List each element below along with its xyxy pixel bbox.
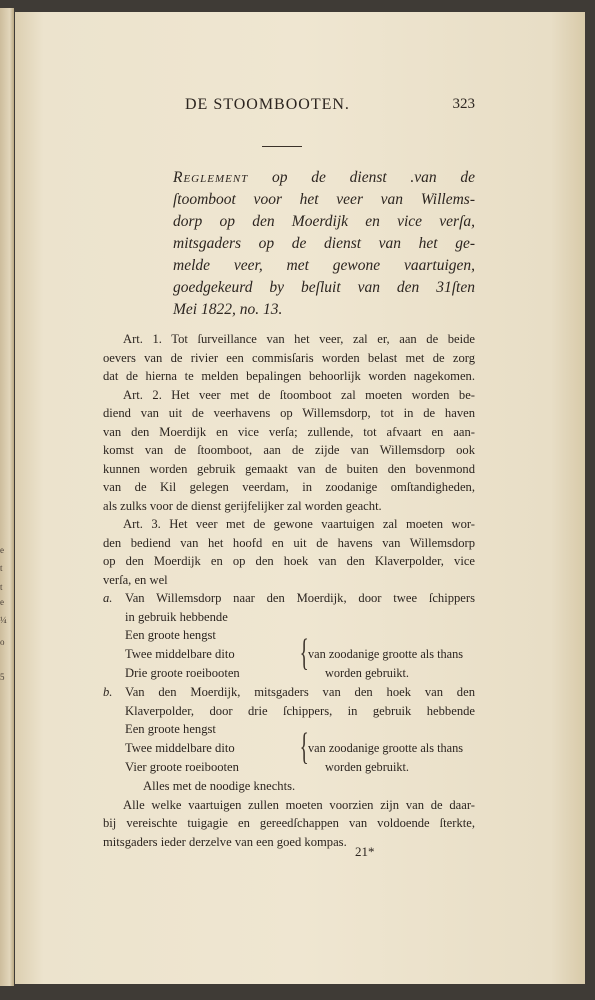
text-line: Art. 2. Het veer met de ſtoomboot zal moeten worden be- xyxy=(123,387,475,402)
heading-line: Reglement op de dienst .van de xyxy=(173,169,475,186)
text-line: in gebruik hebbende xyxy=(125,609,228,624)
margin-char: t xyxy=(0,582,3,592)
boat-entry: Twee middelbare dito xyxy=(125,647,235,661)
text-line: mitsgaders ieder derzelve van een goed kompas. xyxy=(103,834,347,849)
list-item-a xyxy=(103,589,475,683)
boat-entry: Twee middelbare dito xyxy=(125,741,235,755)
heading-line: mitsgaders op de dienst van het ge- xyxy=(173,235,475,252)
article-1 xyxy=(103,330,475,386)
heading-first-word: Reglement xyxy=(173,169,249,186)
text-line: Alles met de noodige knechts. xyxy=(143,779,296,793)
book-page xyxy=(15,12,585,984)
previous-page-edge xyxy=(0,8,14,986)
size-note: van zoodanige grootte als thans xyxy=(308,741,464,755)
text-line: kunnen worden gebruik gemaakt van de buiten den bovenmond xyxy=(103,461,475,476)
boat-list xyxy=(125,626,475,683)
heading-line: Mei 1822, no. 13. xyxy=(173,301,283,318)
margin-char: e xyxy=(0,545,4,555)
item-marker: b. xyxy=(103,685,113,699)
article-3 xyxy=(103,515,475,589)
text-line: van de Kil gelegen veerdam, in zoodanige omſtandigheden, xyxy=(103,480,475,494)
boat-list xyxy=(125,720,475,777)
heading-line: goedgekeurd by beſluit van den 31ſten xyxy=(173,279,475,296)
brace: { xyxy=(299,726,309,768)
heading-line: ſtoomboot voor het veer van Willems- xyxy=(173,191,475,208)
boat-entry: Drie groote roeibooten xyxy=(125,666,240,680)
boat-entry: Een groote hengst xyxy=(125,628,216,642)
text-line: Art. 3. Het veer met de gewone vaartuigen zal moeten wor- xyxy=(123,517,475,531)
running-header xyxy=(185,96,475,120)
running-title: DE STOOMBOOTEN. xyxy=(185,96,350,113)
knechts-line xyxy=(103,777,475,796)
text-line: Art. 1. Tot ſurveillance van het veer, zal er, aan de beide xyxy=(123,332,475,346)
text-line: verſa, en wel xyxy=(103,572,168,587)
section-heading xyxy=(173,167,475,321)
margin-char: e xyxy=(0,597,4,607)
boat-entry: Vier groote roeibooten xyxy=(125,760,239,774)
text-line: van den Moerdijk en vice verſa; zullende, tot afvaart en aan- xyxy=(103,424,475,439)
size-note: worden gebruikt. xyxy=(325,666,410,680)
margin-char: ¼ xyxy=(0,615,7,625)
article-body xyxy=(103,330,475,851)
separator-rule xyxy=(262,146,302,147)
text-line: den bediend van het hoofd en uit de havens van Willemsdorp xyxy=(103,535,475,550)
size-note: van zoodanige grootte als thans xyxy=(308,647,464,661)
list-item-b xyxy=(103,683,475,777)
margin-char: o xyxy=(0,637,5,647)
text-line: oevers van de rivier een commisſaris worden belast met de zorg xyxy=(103,350,475,365)
heading-line: dorp op den Moerdijk en vice verſa, xyxy=(173,213,475,230)
text-line: Klaverpolder, door drie ſchippers, in gebruik hebbende xyxy=(125,703,475,718)
margin-char: t xyxy=(0,563,3,573)
closing-paragraph xyxy=(103,796,475,852)
brace: { xyxy=(299,632,309,674)
item-marker: a. xyxy=(103,591,113,605)
text-line: Van Willemsdorp naar den Moerdijk, door twee ſchippers xyxy=(125,591,475,605)
text-line: dat de hierna te melden bepalingen behoorlijk worden nagekomen. xyxy=(103,369,475,383)
heading-line: melde veer, met gewone vaartuigen, xyxy=(173,257,475,274)
size-note: worden gebruikt. xyxy=(325,760,410,774)
signature-mark: 21* xyxy=(355,844,375,859)
boat-entry: Een groote hengst xyxy=(125,722,216,736)
text-line: komst van de ſtoomboot, aan de zijde van Willemsdorp ook xyxy=(103,443,475,457)
text-line: op den Moerdijk en op den hoek van den Klaverpolder, vice xyxy=(103,554,475,568)
text-line: als zulks voor de dienst gerijfelijker zal worden geacht. xyxy=(103,498,382,513)
text-line: Alle welke vaartuigen zullen moeten voorzien zijn van de daar- xyxy=(123,797,475,812)
text-line: bij vereischte tuigagie en gereedſchappen van voldoende ſterkte, xyxy=(103,816,475,830)
article-2 xyxy=(103,386,475,516)
text-line: diend van uit de veerhavens op Willemsdorp, tot in de haven xyxy=(103,406,475,420)
margin-char: 5 xyxy=(0,672,5,682)
text-line: Van den Moerdijk, mitsgaders van den hoek van den xyxy=(125,685,475,699)
page-number: 323 xyxy=(452,96,475,112)
